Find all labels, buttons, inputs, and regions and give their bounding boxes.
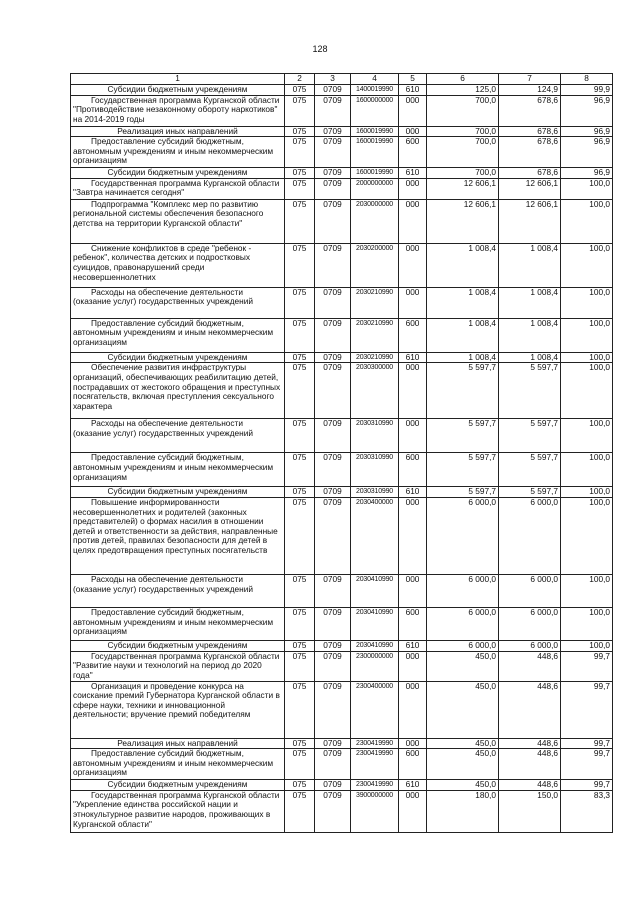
section-code-cell: 0709 [315, 738, 351, 749]
target-article-cell: 2300400000 [351, 681, 399, 738]
item-name-cell: Субсидии бюджетным учреждениям [71, 640, 285, 651]
executed-amount-cell: 448,6 [499, 651, 561, 681]
item-name-cell: Расходы на обеспечение деятельности (оказание услуг) государственных учреждений [71, 574, 285, 607]
planned-amount-cell: 6 000,0 [427, 640, 499, 651]
table-row [71, 287, 613, 318]
section-code-cell: 0709 [315, 243, 351, 287]
target-article-cell: 2030400000 [351, 497, 399, 574]
table-row [71, 574, 613, 607]
section-code-cell: 0709 [315, 780, 351, 791]
column-header: 7 [499, 74, 561, 85]
executed-amount-cell: 6 000,0 [499, 640, 561, 651]
target-article-cell: 2030410990 [351, 607, 399, 640]
section-code-cell: 0709 [315, 95, 351, 126]
item-name-cell: Подпрограмма "Комплекс мер по развитию региональной системы обеспечения безопасного детства на территории Курганской области" [71, 199, 285, 243]
table-row [71, 419, 613, 453]
planned-amount-cell: 5 597,7 [427, 419, 499, 453]
percent-cell: 100,0 [561, 419, 613, 453]
admin-code-cell: 075 [285, 85, 315, 96]
admin-code-cell: 075 [285, 780, 315, 791]
admin-code-cell: 075 [285, 287, 315, 318]
item-name-cell: Субсидии бюджетным учреждениям [71, 85, 285, 96]
admin-code-cell: 075 [285, 126, 315, 137]
percent-cell: 100,0 [561, 574, 613, 607]
expense-type-cell: 610 [399, 487, 427, 498]
planned-amount-cell: 450,0 [427, 780, 499, 791]
planned-amount-cell: 1 008,4 [427, 243, 499, 287]
executed-amount-cell: 678,6 [499, 168, 561, 179]
percent-cell: 100,0 [561, 243, 613, 287]
table-row [71, 318, 613, 352]
table-row [71, 126, 613, 137]
percent-cell: 96,9 [561, 168, 613, 179]
planned-amount-cell: 700,0 [427, 126, 499, 137]
admin-code-cell: 075 [285, 243, 315, 287]
admin-code-cell: 075 [285, 168, 315, 179]
expense-type-cell: 610 [399, 85, 427, 96]
percent-cell: 100,0 [561, 352, 613, 363]
item-name-cell: Предоставление субсидий бюджетным, автономным учреждениям и иным некоммерческим организациям [71, 137, 285, 168]
target-article-cell: 1600000000 [351, 95, 399, 126]
admin-code-cell: 075 [285, 199, 315, 243]
percent-cell: 100,0 [561, 318, 613, 352]
executed-amount-cell: 6 000,0 [499, 607, 561, 640]
section-code-cell: 0709 [315, 640, 351, 651]
planned-amount-cell: 5 597,7 [427, 453, 499, 487]
target-article-cell: 1600019990 [351, 168, 399, 179]
admin-code-cell: 075 [285, 651, 315, 681]
executed-amount-cell: 1 008,4 [499, 243, 561, 287]
item-name-cell: Предоставление субсидий бюджетным, автономным учреждениям и иным некоммерческим организациям [71, 607, 285, 640]
planned-amount-cell: 450,0 [427, 681, 499, 738]
page-number: 128 [312, 44, 328, 54]
percent-cell: 96,9 [561, 137, 613, 168]
section-code-cell: 0709 [315, 487, 351, 498]
planned-amount-cell: 700,0 [427, 137, 499, 168]
admin-code-cell: 075 [285, 137, 315, 168]
admin-code-cell: 075 [285, 738, 315, 749]
item-name-cell: Государственная программа Курганской области "Завтра начинается сегодня" [71, 178, 285, 199]
percent-cell: 100,0 [561, 453, 613, 487]
item-name-cell: Повышение информированности несовершеннолетних и родителей (законных представителей) о формах насилия в отношении детей и ответственности за действия, направленные против детей, правилах безопасности для детей в целях предотвращения преступных посягательств [71, 497, 285, 574]
item-name-cell: Расходы на обеспечение деятельности (оказание услуг) государственных учреждений [71, 287, 285, 318]
target-article-cell: 2300419990 [351, 780, 399, 791]
planned-amount-cell: 6 000,0 [427, 607, 499, 640]
table-row [71, 178, 613, 199]
admin-code-cell: 075 [285, 749, 315, 780]
table-row [71, 651, 613, 681]
executed-amount-cell: 6 000,0 [499, 497, 561, 574]
executed-amount-cell: 5 597,7 [499, 453, 561, 487]
target-article-cell: 3900000000 [351, 790, 399, 832]
executed-amount-cell: 150,0 [499, 790, 561, 832]
column-header: 3 [315, 74, 351, 85]
target-article-cell: 1400019990 [351, 85, 399, 96]
planned-amount-cell: 450,0 [427, 749, 499, 780]
table-row [71, 681, 613, 738]
target-article-cell: 2030210990 [351, 287, 399, 318]
table-row [71, 487, 613, 498]
expense-type-cell: 600 [399, 607, 427, 640]
target-article-cell: 2030200000 [351, 243, 399, 287]
item-name-cell: Снижение конфликтов в среде "ребенок - ребенок", количества детских и подростковых суицидов, правонарушений среди несовершеннолетних [71, 243, 285, 287]
percent-cell: 99,7 [561, 651, 613, 681]
expense-type-cell: 610 [399, 168, 427, 179]
item-name-cell: Предоставление субсидий бюджетным, автономным учреждениям и иным некоммерческим организациям [71, 453, 285, 487]
table-row [71, 790, 613, 832]
section-code-cell: 0709 [315, 749, 351, 780]
expense-type-cell: 000 [399, 738, 427, 749]
section-code-cell: 0709 [315, 497, 351, 574]
admin-code-cell: 075 [285, 574, 315, 607]
section-code-cell: 0709 [315, 318, 351, 352]
planned-amount-cell: 1 008,4 [427, 318, 499, 352]
item-name-cell: Субсидии бюджетным учреждениям [71, 168, 285, 179]
item-name-cell: Реализация иных направлений [71, 126, 285, 137]
percent-cell: 100,0 [561, 287, 613, 318]
percent-cell: 100,0 [561, 640, 613, 651]
percent-cell: 99,7 [561, 738, 613, 749]
target-article-cell: 2300000000 [351, 651, 399, 681]
planned-amount-cell: 125,0 [427, 85, 499, 96]
target-article-cell: 2030410990 [351, 574, 399, 607]
expense-type-cell: 000 [399, 419, 427, 453]
table-row [71, 352, 613, 363]
percent-cell: 99,7 [561, 780, 613, 791]
planned-amount-cell: 12 606,1 [427, 178, 499, 199]
section-code-cell: 0709 [315, 363, 351, 419]
percent-cell: 100,0 [561, 497, 613, 574]
column-header: 2 [285, 74, 315, 85]
section-code-cell: 0709 [315, 126, 351, 137]
executed-amount-cell: 678,6 [499, 137, 561, 168]
executed-amount-cell: 12 606,1 [499, 178, 561, 199]
column-header: 4 [351, 74, 399, 85]
admin-code-cell: 075 [285, 681, 315, 738]
percent-cell: 100,0 [561, 199, 613, 243]
planned-amount-cell: 700,0 [427, 168, 499, 179]
column-header: 6 [427, 74, 499, 85]
expense-type-cell: 000 [399, 790, 427, 832]
expense-type-cell: 000 [399, 126, 427, 137]
admin-code-cell: 075 [285, 607, 315, 640]
target-article-cell: 1600019990 [351, 126, 399, 137]
section-code-cell: 0709 [315, 681, 351, 738]
admin-code-cell: 075 [285, 790, 315, 832]
executed-amount-cell: 1 008,4 [499, 352, 561, 363]
section-code-cell: 0709 [315, 453, 351, 487]
admin-code-cell: 075 [285, 419, 315, 453]
target-article-cell: 2030300000 [351, 363, 399, 419]
percent-cell: 100,0 [561, 363, 613, 419]
planned-amount-cell: 180,0 [427, 790, 499, 832]
planned-amount-cell: 5 597,7 [427, 363, 499, 419]
table-row [71, 168, 613, 179]
executed-amount-cell: 6 000,0 [499, 574, 561, 607]
target-article-cell: 2030210990 [351, 318, 399, 352]
section-code-cell: 0709 [315, 607, 351, 640]
item-name-cell: Организация и проведение конкурса на соискание премий Губернатора Курганской области в сфере науки, техники и инновационной деятельности; вручение премий победителям [71, 681, 285, 738]
percent-cell: 83,3 [561, 790, 613, 832]
target-article-cell: 2030000000 [351, 199, 399, 243]
table-row [71, 780, 613, 791]
table-row [71, 640, 613, 651]
planned-amount-cell: 450,0 [427, 651, 499, 681]
section-code-cell: 0709 [315, 168, 351, 179]
expense-type-cell: 000 [399, 363, 427, 419]
section-code-cell: 0709 [315, 352, 351, 363]
admin-code-cell: 075 [285, 453, 315, 487]
planned-amount-cell: 12 606,1 [427, 199, 499, 243]
target-article-cell: 2300419990 [351, 738, 399, 749]
executed-amount-cell: 678,6 [499, 95, 561, 126]
table-row [71, 85, 613, 96]
section-code-cell: 0709 [315, 574, 351, 607]
percent-cell: 96,9 [561, 126, 613, 137]
executed-amount-cell: 448,6 [499, 681, 561, 738]
item-name-cell: Расходы на обеспечение деятельности (оказание услуг) государственных учреждений [71, 419, 285, 453]
item-name-cell: Субсидии бюджетным учреждениям [71, 780, 285, 791]
expense-type-cell: 600 [399, 453, 427, 487]
expense-type-cell: 000 [399, 178, 427, 199]
expense-type-cell: 000 [399, 681, 427, 738]
expense-type-cell: 000 [399, 95, 427, 126]
item-name-cell: Государственная программа Курганской области "Противодействие незаконному обороту наркотиков" на 2014-2019 годы [71, 95, 285, 126]
admin-code-cell: 075 [285, 487, 315, 498]
admin-code-cell: 075 [285, 497, 315, 574]
percent-cell: 100,0 [561, 607, 613, 640]
item-name-cell: Государственная программа Курганской области "Укрепление единства российской нации и этнокультурное развитие народов, проживающих в Курганской области" [71, 790, 285, 832]
table-row [71, 607, 613, 640]
planned-amount-cell: 6 000,0 [427, 574, 499, 607]
target-article-cell: 2030310990 [351, 419, 399, 453]
table-row [71, 95, 613, 126]
admin-code-cell: 075 [285, 95, 315, 126]
executed-amount-cell: 124,9 [499, 85, 561, 96]
expense-type-cell: 600 [399, 318, 427, 352]
executed-amount-cell: 1 008,4 [499, 287, 561, 318]
planned-amount-cell: 700,0 [427, 95, 499, 126]
target-article-cell: 2300419990 [351, 749, 399, 780]
section-code-cell: 0709 [315, 790, 351, 832]
percent-cell: 100,0 [561, 178, 613, 199]
planned-amount-cell: 450,0 [427, 738, 499, 749]
table-header-row [71, 74, 613, 85]
item-name-cell: Субсидии бюджетным учреждениям [71, 487, 285, 498]
executed-amount-cell: 678,6 [499, 126, 561, 137]
item-name-cell: Реализация иных направлений [71, 738, 285, 749]
table-row [71, 137, 613, 168]
expense-type-cell: 000 [399, 651, 427, 681]
target-article-cell: 2030410990 [351, 640, 399, 651]
table-row [71, 738, 613, 749]
percent-cell: 99,7 [561, 749, 613, 780]
expense-type-cell: 000 [399, 287, 427, 318]
percent-cell: 96,9 [561, 95, 613, 126]
percent-cell: 99,7 [561, 681, 613, 738]
section-code-cell: 0709 [315, 287, 351, 318]
admin-code-cell: 075 [285, 363, 315, 419]
table-row [71, 453, 613, 487]
target-article-cell: 2030310990 [351, 453, 399, 487]
budget-table [70, 73, 613, 833]
expense-type-cell: 600 [399, 137, 427, 168]
target-article-cell: 2030210990 [351, 352, 399, 363]
executed-amount-cell: 5 597,7 [499, 419, 561, 453]
table-body [71, 74, 613, 833]
section-code-cell: 0709 [315, 178, 351, 199]
percent-cell: 99,9 [561, 85, 613, 96]
planned-amount-cell: 5 597,7 [427, 487, 499, 498]
percent-cell: 100,0 [561, 487, 613, 498]
target-article-cell: 2030310990 [351, 487, 399, 498]
admin-code-cell: 075 [285, 352, 315, 363]
planned-amount-cell: 6 000,0 [427, 497, 499, 574]
expense-type-cell: 600 [399, 749, 427, 780]
item-name-cell: Субсидии бюджетным учреждениям [71, 352, 285, 363]
planned-amount-cell: 1 008,4 [427, 352, 499, 363]
table-row [71, 199, 613, 243]
admin-code-cell: 075 [285, 178, 315, 199]
section-code-cell: 0709 [315, 85, 351, 96]
executed-amount-cell: 5 597,7 [499, 363, 561, 419]
planned-amount-cell: 1 008,4 [427, 287, 499, 318]
table-row [71, 363, 613, 419]
expense-type-cell: 610 [399, 780, 427, 791]
column-header: 1 [71, 74, 285, 85]
item-name-cell: Предоставление субсидий бюджетным, автономным учреждениям и иным некоммерческим организациям [71, 318, 285, 352]
target-article-cell: 1600019990 [351, 137, 399, 168]
table-row [71, 243, 613, 287]
executed-amount-cell: 12 606,1 [499, 199, 561, 243]
expense-type-cell: 610 [399, 640, 427, 651]
item-name-cell: Государственная программа Курганской области "Развитие науки и технологий на период до 2020 года" [71, 651, 285, 681]
executed-amount-cell: 448,6 [499, 749, 561, 780]
admin-code-cell: 075 [285, 640, 315, 651]
admin-code-cell: 075 [285, 318, 315, 352]
expense-type-cell: 000 [399, 199, 427, 243]
executed-amount-cell: 448,6 [499, 780, 561, 791]
executed-amount-cell: 1 008,4 [499, 318, 561, 352]
target-article-cell: 2000000000 [351, 178, 399, 199]
expense-type-cell: 000 [399, 243, 427, 287]
section-code-cell: 0709 [315, 651, 351, 681]
section-code-cell: 0709 [315, 199, 351, 243]
expense-type-cell: 000 [399, 574, 427, 607]
section-code-cell: 0709 [315, 137, 351, 168]
expense-type-cell: 000 [399, 497, 427, 574]
column-header: 8 [561, 74, 613, 85]
item-name-cell: Предоставление субсидий бюджетным, автономным учреждениям и иным некоммерческим организациям [71, 749, 285, 780]
expense-type-cell: 610 [399, 352, 427, 363]
section-code-cell: 0709 [315, 419, 351, 453]
item-name-cell: Обеспечение развития инфраструктуры организаций, обеспечивающих реабилитацию детей, пострадавших от жестокого обращения и преступных посягательств, включая преступления сексуального характера [71, 363, 285, 419]
column-header: 5 [399, 74, 427, 85]
executed-amount-cell: 448,6 [499, 738, 561, 749]
table-row [71, 749, 613, 780]
executed-amount-cell: 5 597,7 [499, 487, 561, 498]
table-row [71, 497, 613, 574]
